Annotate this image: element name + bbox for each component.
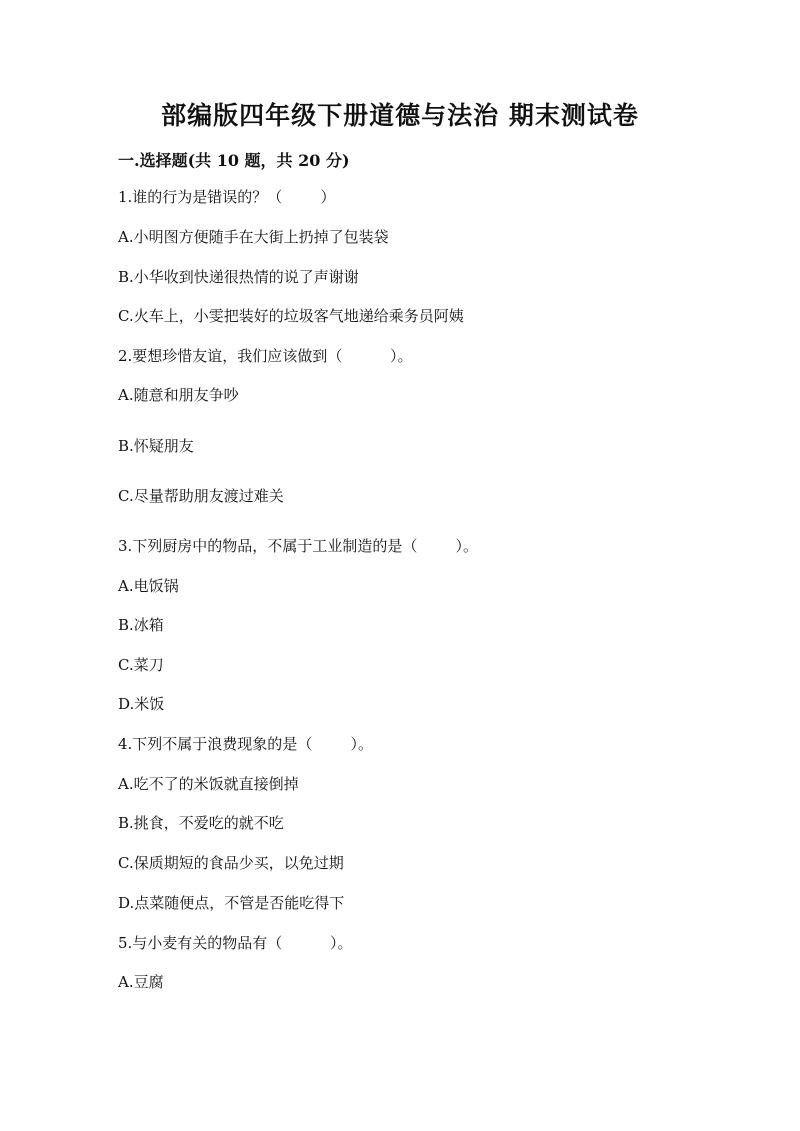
answer-option: A.电饭锅 [118,577,179,595]
question-stem: 2.要想珍惜友谊，我们应该做到（ ）。 [118,347,413,365]
answer-option: A.小明图方便随手在大街上扔掉了包装袋 [118,228,389,246]
question-stem: 3.下列厨房中的物品，不属于工业制造的是（ ）。 [118,537,478,555]
answer-option: B.怀疑朋友 [118,437,194,455]
answer-option: B.小华收到快递很热情的说了声谢谢 [118,268,359,286]
answer-option: C.火车上，小雯把装好的垃圾客气地递给乘务员阿姨 [118,307,464,325]
question-stem: 4.下列不属于浪费现象的是（ ）。 [118,735,373,753]
answer-option: A.随意和朋友争吵 [118,386,239,404]
answer-option: B.挑食，不爱吃的就不吃 [118,814,284,832]
question-stem: 5.与小麦有关的物品有（ ）。 [118,934,353,952]
question-stem: 1.谁的行为是错误的？（ ） [118,188,336,206]
answer-option: D.点菜随便点，不管是否能吃得下 [118,894,345,912]
page-title: 部编版四年级下册道德与法治 期末测试卷 [161,101,639,130]
answer-option: D.米饭 [118,695,165,713]
answer-option: C.保质期短的食品少买，以免过期 [118,854,344,872]
answer-option: A.豆腐 [118,973,164,991]
answer-option: C.尽量帮助朋友渡过难关 [118,487,284,505]
section-heading: 一.选择题(共 10 题，共 20 分) [118,151,350,170]
answer-option: A.吃不了的米饭就直接倒掉 [118,775,299,793]
answer-option: B.冰箱 [118,616,164,634]
answer-option: C.菜刀 [118,656,164,674]
